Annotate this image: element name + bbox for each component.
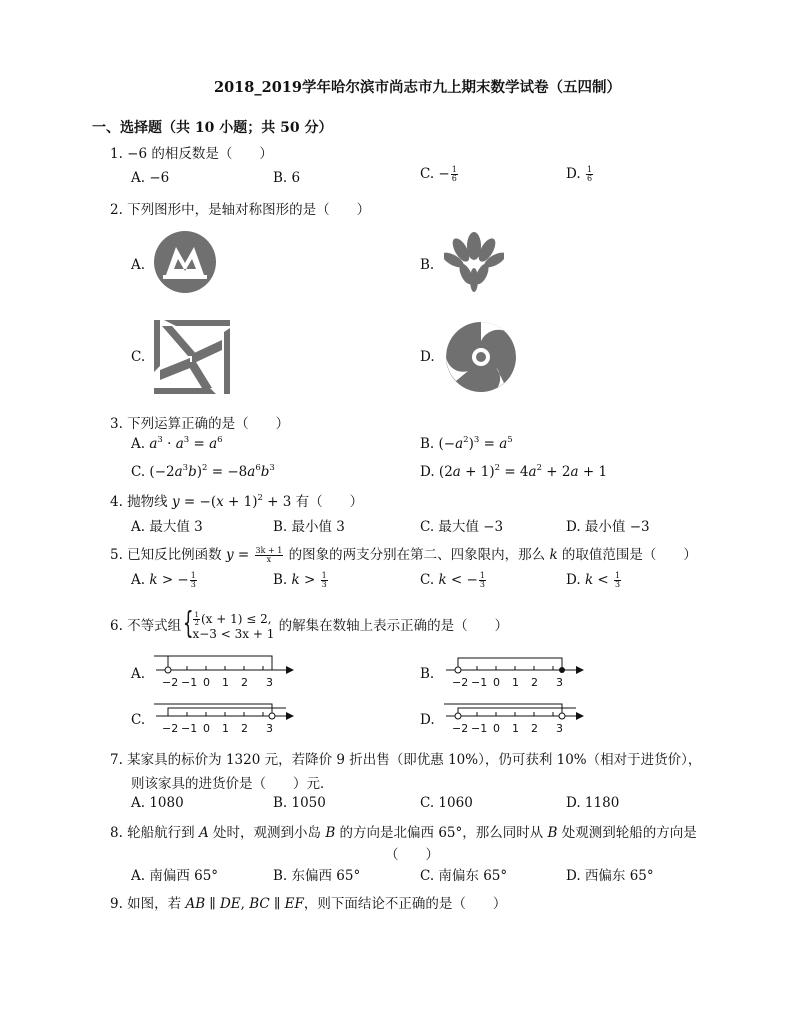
question-4-stem: 4. 抛物线 $y = -(x + 1)^2 + 3$ 有（ ） <box>110 493 364 510</box>
fraction: $\frac{3k + 1}{x}$ <box>255 546 283 564</box>
question-6-option-d[interactable]: D. <box>420 712 435 728</box>
question-8-option-d[interactable]: D. 西偏东 65° <box>566 868 654 884</box>
tick-label: 3 <box>556 722 563 735</box>
question-3-option-b[interactable]: B. $(-a^2)^3 = a^5$ <box>420 435 513 452</box>
number-line-c <box>150 698 296 738</box>
question-8-paren: （ ） <box>385 847 439 863</box>
tick-label: 2 <box>241 676 248 689</box>
question-2-option-c[interactable]: C. <box>131 349 146 365</box>
question-1-option-c[interactable] <box>420 166 459 183</box>
pinwheel-square-figure <box>152 318 232 396</box>
tick-label: 1 <box>222 676 229 689</box>
option-d-prefix: D. <box>566 166 585 182</box>
tick-label: −2 <box>162 722 179 735</box>
question-8-option-a[interactable]: A. 南偏西 65° <box>131 868 219 884</box>
question-3-option-a[interactable]: A. $a^3 \cdot a^3 = a^6$ <box>131 435 223 452</box>
shell-fan-figure <box>444 232 504 294</box>
question-8-option-b[interactable]: B. 东偏西 65° <box>273 868 361 884</box>
question-8-stem: 8. 轮船航行到 A 处时，观测到小岛 B 的方向是北偏西 65°，那么同时从 B 处观测到轮船的方向是 <box>110 825 697 841</box>
tick-label: 3 <box>266 722 273 735</box>
question-9-stem: 9. 如图，若 AB ∥ DE, BC ∥ EF，则下面结论不正确的是（ ） <box>110 896 507 912</box>
fraction: $\frac{1}{6}$ <box>586 165 593 183</box>
paper-title: 2018_2019学年哈尔滨市尚志市九上期末数学试卷（五四制） <box>214 79 621 96</box>
number-line-b <box>440 652 586 692</box>
question-7-option-c[interactable]: C. 1060 <box>420 795 473 811</box>
fraction: $\frac{1}{6}$ <box>451 165 457 183</box>
tick-label: −1 <box>471 676 488 689</box>
question-2-stem: 2. 下列图形中，是轴对称图形的是（ ） <box>110 202 371 218</box>
option-c-prefix: C. − <box>420 166 450 182</box>
tick-label: −1 <box>181 676 198 689</box>
question-1-option-d[interactable] <box>566 166 594 183</box>
question-5-option-c[interactable]: C. k < − $\frac{1}{3}$ <box>420 571 485 589</box>
question-6-option-b[interactable]: B. <box>420 666 435 682</box>
tick-label: 3 <box>266 676 273 689</box>
question-3-stem: 3. 下列运算正确的是（ ） <box>110 416 290 432</box>
number-line-d <box>440 698 586 738</box>
question-1-stem: 1. −6 的相反数是（ ） <box>110 146 273 162</box>
option-letter: B. <box>420 436 435 452</box>
tick-label: 0 <box>203 722 210 735</box>
inequality-system: { $\frac{1}{2}$ (x + 1) ≤ 2, x−3 < 3x + 1 <box>185 612 274 641</box>
tick-label: 0 <box>203 676 210 689</box>
question-7-option-b[interactable]: B. 1050 <box>273 795 326 811</box>
question-7-option-d[interactable]: D. 1180 <box>566 795 620 811</box>
question-7-option-a[interactable]: A. 1080 <box>131 795 184 811</box>
tick-label: 2 <box>241 722 248 735</box>
question-6-option-c[interactable]: C. <box>131 712 146 728</box>
swirl-circle-figure <box>444 321 518 393</box>
question-4-option-d[interactable]: D. 最小值 −3 <box>566 519 650 535</box>
question-8-option-c[interactable]: C. 南偏东 65° <box>420 868 508 884</box>
tick-label: 1 <box>222 722 229 735</box>
question-7-stem-line2: 则该家具的进货价是（ ）元． <box>131 776 334 792</box>
question-5-option-a[interactable]: A. k > − $\frac{1}{3}$ <box>131 571 196 589</box>
tick-label: −2 <box>452 722 469 735</box>
question-3-option-d[interactable]: D. $(2a + 1)^2 = 4a^2 + 2a + 1$ <box>420 463 608 480</box>
question-2-option-b[interactable]: B. <box>420 257 435 273</box>
question-4-option-c[interactable]: C. 最大值 −3 <box>420 519 504 535</box>
question-1-option-b[interactable]: B. 6 <box>273 170 301 186</box>
metro-logo-figure <box>154 231 216 293</box>
tick-label: 3 <box>556 676 563 689</box>
question-4-option-b[interactable]: B. 最小值 3 <box>273 519 345 535</box>
tick-label: 2 <box>531 676 538 689</box>
number-line-a <box>150 652 296 692</box>
tick-label: 1 <box>512 722 519 735</box>
question-2-option-a[interactable]: A. <box>131 257 146 273</box>
question-4-option-a[interactable]: A. 最大值 3 <box>131 519 203 535</box>
section-heading: 一、选择题（共 10 小题；共 50 分） <box>92 120 333 136</box>
question-1-option-a[interactable]: A. −6 <box>131 170 170 186</box>
question-2-option-d[interactable]: D. <box>420 349 435 365</box>
question-5-option-d[interactable]: D. k < $\frac{1}{3}$ <box>566 571 621 589</box>
tick-label: 0 <box>493 676 500 689</box>
tick-label: 0 <box>493 722 500 735</box>
question-6-stem: 6. 不等式组 { $\frac{1}{2}$ (x + 1) ≤ 2, x−3 < 3x + 1 的解集在数轴上表示正确的是（ ） <box>110 612 508 641</box>
question-3-option-c[interactable]: C. $(-2a^3b)^2 = -8a^6b^3$ <box>131 463 275 480</box>
question-7-stem-line1: 7. 某家具的标价为 1320 元，若降价 9 折出售（即优惠 10%），仍可获利 10%（相对于进货价）， <box>110 752 702 768</box>
tick-label: −2 <box>452 676 469 689</box>
question-5-option-b[interactable]: B. k > $\frac{1}{3}$ <box>273 571 327 589</box>
tick-label: 1 <box>512 676 519 689</box>
option-letter: A. <box>131 436 146 452</box>
option-letter: C. <box>131 464 146 480</box>
tick-label: −1 <box>181 722 198 735</box>
question-6-option-a[interactable]: A. <box>131 666 146 682</box>
question-5-stem: 5. 已知反比例函数 y = $\frac{3k + 1}{x}$ 的图象的两支分别在第二、四象限内，那么 k 的取值范围是（ ） <box>110 546 697 564</box>
tick-label: −1 <box>471 722 488 735</box>
tick-label: −2 <box>162 676 179 689</box>
option-letter: D. <box>420 464 435 480</box>
tick-label: 2 <box>531 722 538 735</box>
